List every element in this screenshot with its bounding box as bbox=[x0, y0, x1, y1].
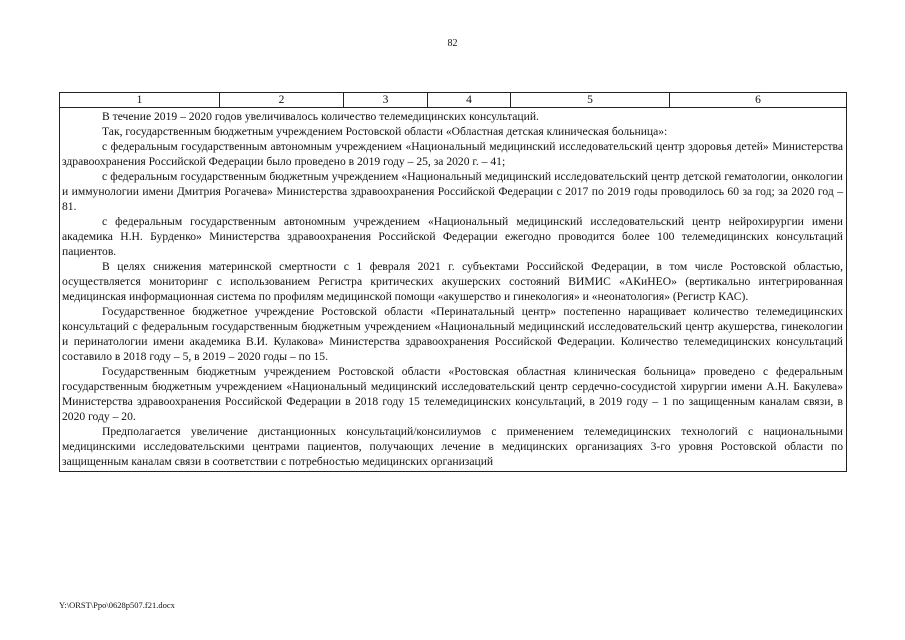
header-cell: 2 bbox=[220, 93, 344, 107]
paragraph: В целях снижения материнской смертности с 1 февраля 2021 г. субъектами Российской Федерации, в том числе Ростовской областью, осуществляется мониторинг с использованием Регистра критических акушерских состояний ВИМИС «АКиНЕО» (вертикально интегрированная медицинская информационная система по профилям медицинской помощи «акушерство и гинекология» и «неонатология» (Регистр КАС). bbox=[62, 260, 843, 303]
page-number: 82 bbox=[447, 38, 458, 49]
paragraph: Государственным бюджетным учреждением Ростовской области «Ростовская областная клиническая больница» проведено с федеральным государственным бюджетным учреждением «Национальный медицинский исследовательский центр сердечно-сосудистой хирургии имени А.Н. Бакулева» Министерства здравоохранения Российской Федерации в 2018 году 15 телемедицинских консультаций, в 2019 году – 1 по защищенным каналам связи, в 2020 году – 20. bbox=[62, 365, 843, 423]
paragraph: В течение 2019 – 2020 годов увеличивалось количество телемедицинских консультаций. bbox=[102, 110, 539, 123]
header-cell: 4 bbox=[428, 93, 511, 107]
paragraph: с федеральным государственным автономным учреждением «Национальный медицинский исследовательский центр нейрохирургии имени академика Н.Н. Бурденко» Министерства здравоохранения Российской Федерации ежегодно проводится более 100 телемедицинских консультаций пациентов. bbox=[62, 215, 843, 258]
table-body-cell bbox=[60, 108, 846, 471]
paragraph: Государственное бюджетное учреждение Ростовской области «Перинатальный центр» постепенно наращивает количество телемедицинских консультаций с федеральным государственным бюджетным учреждением «Национальный медицинский исследовательский центр акушерства, гинекологии и перинатологии имени академика В.И. Кулакова» Министерства здравоохранения Российской Федерации. Количество телемедицинских консультаций составило в 2018 году – 5, в 2019 – 2020 годы – по 15. bbox=[62, 305, 843, 363]
paragraph: Так, государственным бюджетным учреждением Ростовской области «Областная детская клиническая больница»: bbox=[102, 125, 668, 138]
paragraph: с федеральным государственным бюджетным учреждением «Национальный медицинский исследовательский центр детской гематологии, онкологии и иммунологии имени Дмитрия Рогачева» Министерства здравоохранения Российской Федерации с 2017 по 2019 годы проводилось 60 за год; за 2020 год – 81. bbox=[62, 170, 843, 213]
paragraph: с федеральным государственным автономным учреждением «Национальный медицинский исследовательский центр здоровья детей» Министерства здравоохранения Российской Федерации было проведено в 2019 году – 25, за 2020 г. – 41; bbox=[62, 140, 843, 168]
document-table bbox=[59, 92, 847, 472]
header-cell: 3 bbox=[344, 93, 428, 107]
header-cell: 5 bbox=[511, 93, 670, 107]
header-cell: 6 bbox=[755, 94, 761, 106]
header-cell: 1 bbox=[60, 93, 220, 107]
table-header-row bbox=[60, 93, 846, 108]
footer-file-path: Y:\ORST\Ppo\0628p507.f21.docx bbox=[59, 600, 175, 610]
paragraph: Предполагается увеличение дистанционных консультаций/консилиумов с применением телемедицинских технологий с национальными медицинскими исследовательскими центрами пациентов, получающих лечение в медицинских организациях 3-го уровня Ростовской области по защищенным каналам связи в соответствии с потребностью медицинских организаций bbox=[62, 425, 843, 468]
